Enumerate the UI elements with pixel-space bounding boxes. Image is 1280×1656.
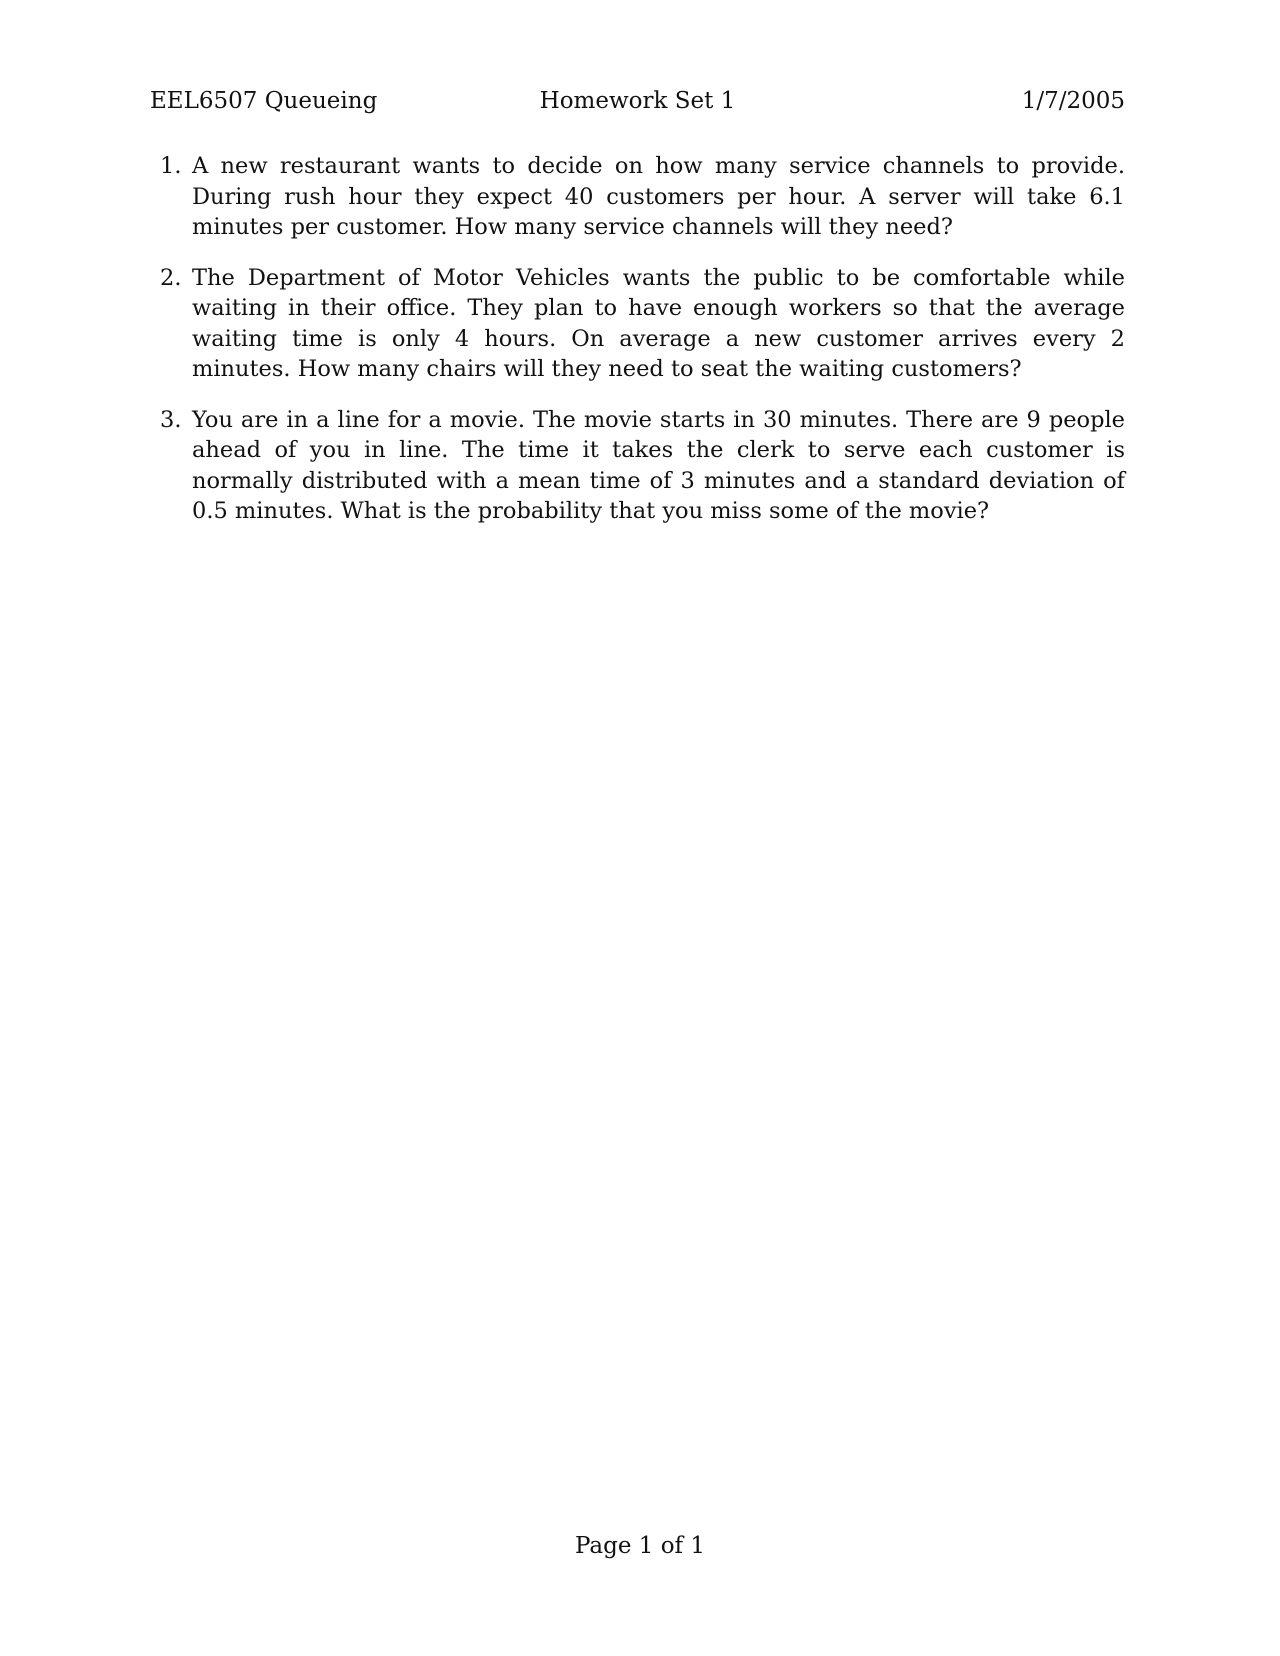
problem-list — [150, 151, 1125, 547]
problem-text: A new restaurant wants to decide on how many service channels to provide. During rush hour they expect 40 customers per hour. A server will take 6.1 minutes per customer. How many service channels will they need? — [192, 153, 1125, 240]
problem-number: 3. — [160, 406, 182, 433]
page-header — [150, 84, 1125, 118]
problem-text: The Department of Motor Vehicles wants the public to be comfortable while waiting in their office. They plan to have enough workers so that the average waiting time is only 4 hours. On average a new customer arrives every 2 minutes. How many chairs will they need to seat the waiting customers? — [192, 264, 1125, 382]
problem-item — [150, 263, 1125, 385]
problem-item — [150, 151, 1125, 243]
document-date: 1/7/2005 — [1021, 88, 1125, 114]
problem-item — [150, 405, 1125, 527]
problem-text: You are in a line for a movie. The movie starts in 30 minutes. There are 9 people ahead of you in line. The time it takes the clerk to serve each customer is normally distributed with a mean time of 3 minutes and a standard deviation of 0.5 minutes. What is the probability that you miss some of the movie? — [192, 406, 1125, 524]
page-number: Page 1 of 1 — [574, 1533, 706, 1559]
problem-number: 1. — [160, 153, 182, 179]
document-title: Homework Set 1 — [539, 88, 736, 114]
course-name: EEL6507 Queueing — [150, 88, 378, 114]
page-footer — [0, 1529, 1280, 1563]
problem-number: 2. — [160, 264, 182, 291]
